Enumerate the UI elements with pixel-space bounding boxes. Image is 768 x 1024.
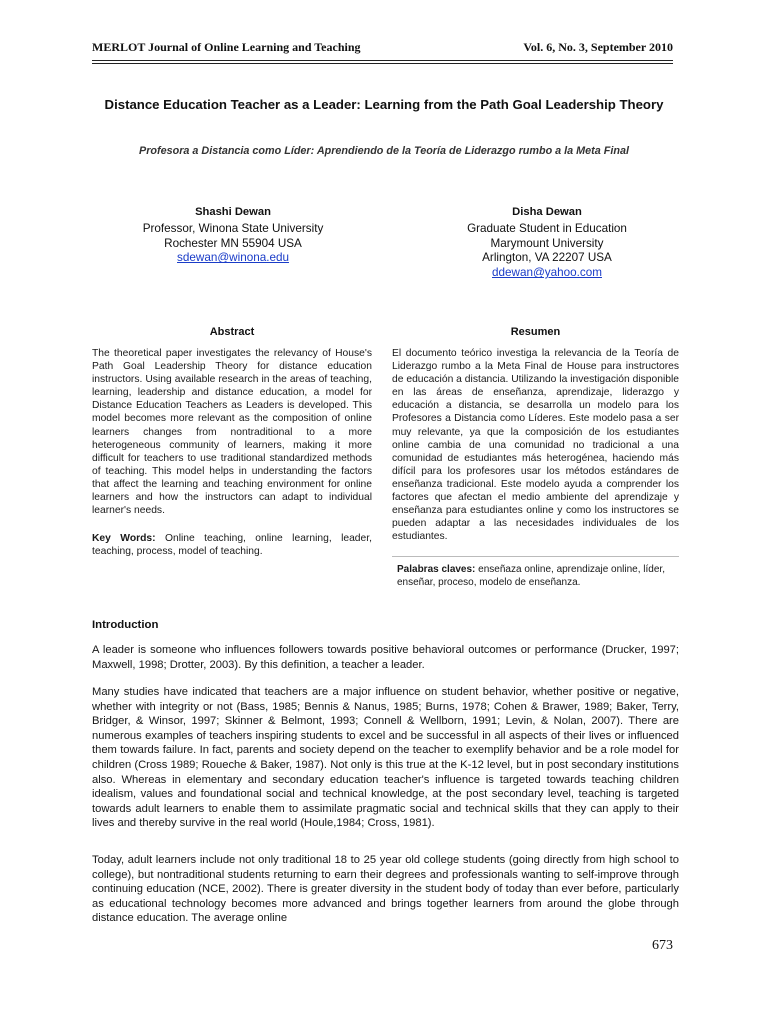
keywords-list: enseñaza online, aprendizaje online, líder, enseñar, proceso, modelo de enseñanza. [397,564,665,588]
body-paragraph: Many studies have indicated that teachers are a major influence on student behavior, whether positive or negative, whether with integrity or not (Bass, 1985; Bennis & Nanus, 1985; Burns, 1978; Cohen & Brawer, 1989; Baker, Terry, Bridger, & Winsor, 1997; Skinner & Belmont, 1993; Connell & Wellborn, 1991; Levin, & Nolan, 2007). There are numerous examples of teachers inspiring students to excel and be successful in all aspects of their lives or influenced them towards failure. In fact, parents and society depend on the teacher to exemplify behavior and be a role model for children (Cross 1989; Roueche & Baker, 1987). Not only is this true at the K-12 level, but in post secondary institutions also. Whereas in elementary and secondary education teacher's influence is targeted towards teaching children idealism, values and foundational social and technical knowledge, at the post secondary level, teaching is targeted towards adult learners to enable them to assimilate pragmatic social and technical skills that they can apply to their lives and thereby survive in the real world (Houle,1984; Cross, 1981). [92,686,679,830]
author-name: Shashi Dewan [195,206,271,218]
abstract-text: The theoretical paper investigates the relevancy of House's Path Goal Leadership Theory for distance education instructors. Using available research in the areas of teaching, learning, leadership and distance education, a model for Distance Education Teachers as Leaders is developed. This model becomes more relevant as the composition of online learners changes from nontraditional to a more heterogeneous community of learners, making it more difficult for teachers to use traditional standardized methods of teaching. This model helps in understanding the factors that affect the learning and teaching environment for online learners and how the instructors can adapt to individual learner's needs. [92,348,372,517]
body-paragraph: A leader is someone who influences followers towards positive behavioral outcomes or performance (Drucker, 1997; Maxwell, 1998; Drotter, 2003). By this definition, a teacher a leader. [92,644,679,671]
author-block-1 [118,205,348,266]
journal-name: MERLOT Journal of Online Learning and Teaching [92,40,361,54]
keywords-divider [392,556,679,557]
abstract-keywords [92,532,372,558]
page-number: 673 [652,938,673,953]
issue-info: Vol. 6, No. 3, September 2010 [523,40,673,54]
introduction-heading: Introduction [92,619,159,631]
running-header [92,40,673,55]
keywords-label: Key Words: [92,533,156,544]
author-role: Graduate Student in Education [467,221,627,235]
author-affiliation: Marymount University [490,236,604,250]
resumen-keywords [397,564,679,590]
body-paragraph: Today, adult learners include not only traditional 18 to 25 year old college students (going directly from high school to college), but nontraditional students returning to earn their degrees and professionals wanting to self-improve through continuing education (NCE, 2002). There is greater diversity in the student body of today than ever before, particularly as educational technology becomes more advanced and brings together learners from around the globe through distance education. The average online [92,854,679,925]
author-role: Professor, Winona State University [142,221,324,235]
author-block-2 [432,205,662,281]
author-email-link[interactable]: sdewan@winona.edu [177,251,289,265]
author-location: Rochester MN 55904 USA [164,236,302,250]
keywords-label: Palabras claves: [397,564,476,575]
keywords-list: Online teaching, online learning, leader, teaching, process, model of teaching. [92,533,372,558]
author-email-link[interactable]: ddewan@yahoo.com [492,266,602,280]
resumen-text: El documento teórico investiga la relevancia de la Teoría de Liderazgo rumbo a la Meta Final de House para instructores de educación a distancia. Utilizando la investigación disponible en las áreas de enseñanza, aprendizaje, liderazgo y educación a distancia, se desarrolla un modelo para los Profesores a Distancia como Líderes. Este modelo pasa a ser muy relevante, ya que la composición de los estudiantes online cambia de una comunidad no tradicional a una comunidad de estudiantes más heterogénea, haciendo más difícil para los profesores usar los métodos estándares de enseñanza tradicional. Este modelo ayuda a comprender los factores que afectan el medio ambiente del aprendizaje y enseñanza para estudiantes online y como los instructores se pueden adaptar a las necesidades individuales de los estudiantes. [392,348,679,543]
author-location: Arlington, VA 22207 USA [482,251,612,265]
author-name: Disha Dewan [512,206,582,218]
paper-title: Distance Education Teacher as a Leader: Learning from the Path Goal Leadership Theory [104,97,664,112]
header-rule [92,60,673,64]
abstract-heading: Abstract [209,326,255,338]
paper-subtitle: Profesora a Distancia como Líder: Aprendiendo de la Teoría de Liderazgo rumbo a la Meta Final [139,145,629,157]
resumen-heading: Resumen [510,326,561,338]
